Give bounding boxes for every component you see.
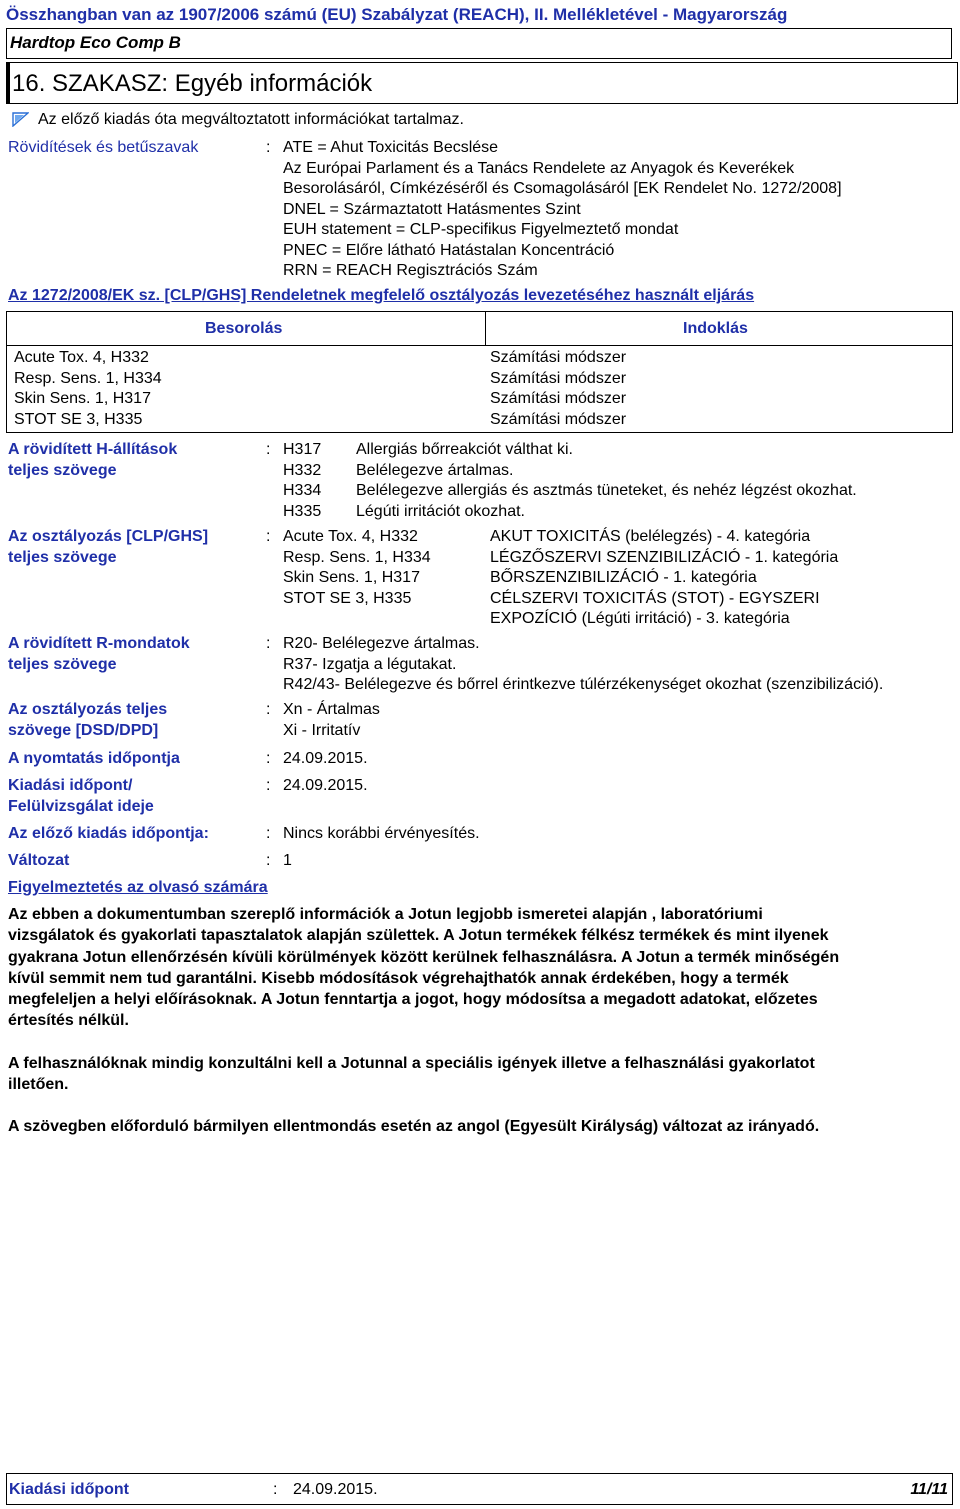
table-cell-justification: Számítási módszer bbox=[490, 410, 627, 428]
issue-date-value: 24.09.2015. bbox=[283, 777, 368, 794]
h-statements-label: A rövidített H-állítások teljes szövege bbox=[8, 441, 178, 479]
clp-full-text-label: Az osztályozás [CLP/GHS] teljes szövege bbox=[8, 528, 209, 566]
clp-description: CÉLSZERVI TOXICITÁS (STOT) - EGYSZERI bbox=[490, 589, 820, 607]
previous-issue-label: Az előző kiadás időpontja: bbox=[8, 825, 209, 842]
r-phrases-colon: : bbox=[266, 635, 271, 652]
h-text: Belélegezve ártalmas. bbox=[356, 461, 514, 479]
notice-paragraph-1: Az ebben a dokumentumban szereplő információk a Jotun legjobb ismeretei alapján , laboratóriumi vizsgálatok és gyakorlati tapasztalatok alapján születtek. A Jotun termékek félkész termékek és mint ilyenek gyakrana Jotun ellenőrzésén kívüli körülmények között kerülnek felhasználásra. A Jotun a termék minőségén kívül semmit nem tud garantálni. Kisebb módosítások végrehajthatók annak érdekében, hogy a termék megfeleljen a helyi előírásoknak. A Jotun fenntartja a jogot, hogy módosítsa a megadott adatokat, előzetes értesítés nélkül. bbox=[8, 906, 840, 1030]
h-text: Allergiás bőrreakciót válthat ki. bbox=[356, 441, 573, 458]
dsd-line: Xn - Ártalmas bbox=[283, 701, 380, 718]
abbreviation-line: Besorolásáról, Címkézéséről és Csomagolásáról [EK Rendelet No. 1272/2008] bbox=[283, 180, 842, 197]
notice-paragraph-3: A szövegben előforduló bármilyen ellentmondás esetén az angol (Egyesült Királyság) változat az irányadó. bbox=[8, 1118, 820, 1135]
r-phrase: R37- Izgatja a légutakat. bbox=[283, 655, 457, 673]
table-cell-justification: Számítási módszer bbox=[490, 349, 627, 366]
abbreviations-colon: : bbox=[266, 139, 271, 156]
h-statements-colon: : bbox=[266, 441, 271, 458]
product-name: Hardtop Eco Comp B bbox=[10, 33, 181, 52]
clp-description: LÉGZŐSZERVI SZENZIBILIZÁCIÓ - 1. kategória bbox=[490, 548, 839, 566]
table-cell-justification: Számítási módszer bbox=[490, 390, 627, 407]
abbreviation-line: ATE = Ahut Toxicitás Becslése bbox=[283, 139, 499, 156]
previous-issue-colon: : bbox=[266, 825, 271, 842]
clp-code: STOT SE 3, H335 bbox=[283, 589, 412, 607]
r-phrase: R20- Belélegezve ártalmas. bbox=[283, 635, 480, 652]
clp-description: AKUT TOXICITÁS (belélegzés) - 4. kategória bbox=[490, 528, 811, 545]
abbreviation-line: RRN = REACH Regisztrációs Szám bbox=[283, 262, 538, 279]
clp-codes bbox=[283, 527, 431, 609]
page-number: 11/11 bbox=[910, 1481, 948, 1498]
table-cell-classification: Resp. Sens. 1, H334 bbox=[14, 369, 162, 387]
dsd-list bbox=[283, 700, 380, 741]
regulation-header: Összhangban van az 1907/2006 számú (EU) Szabályzat (REACH), II. Mellékletével - Magyarország bbox=[6, 5, 788, 24]
clp-procedure-heading: Az 1272/2008/EK sz. [CLP/GHS] Rendeletnek megfelelő osztályozás levezetéséhez használt eljárás bbox=[8, 287, 755, 304]
print-date-label: A nyomtatás időpontja bbox=[8, 750, 180, 767]
table-header-classification: Besorolás bbox=[205, 320, 283, 337]
notice-heading: Figyelmeztetés az olvasó számára bbox=[8, 879, 268, 896]
classification-table bbox=[6, 311, 953, 433]
table-cell-classification: STOT SE 3, H335 bbox=[14, 410, 143, 428]
clp-full-text-colon: : bbox=[266, 528, 271, 545]
h-code: H317 bbox=[283, 441, 322, 458]
table-header-justification: Indoklás bbox=[683, 320, 748, 337]
issue-date-colon: : bbox=[266, 777, 271, 794]
h-codes bbox=[283, 440, 321, 522]
h-texts bbox=[356, 440, 857, 522]
footer-date: 24.09.2015. bbox=[293, 1481, 378, 1498]
clp-descriptions bbox=[490, 527, 838, 630]
justification-column bbox=[490, 348, 626, 430]
section-title-bar bbox=[6, 62, 958, 104]
h-code: H332 bbox=[283, 461, 322, 479]
version-value: 1 bbox=[283, 852, 292, 869]
dsd-label: Az osztályozás teljes szövege [DSD/DPD] bbox=[8, 701, 168, 739]
footer-colon: : bbox=[273, 1481, 278, 1498]
pen-icon bbox=[12, 112, 29, 127]
version-label: Változat bbox=[8, 852, 70, 869]
r-phrases-label: A rövidített R-mondatok teljes szövege bbox=[8, 635, 190, 673]
abbreviations-list bbox=[283, 138, 842, 282]
clp-description: EXPOZÍCIÓ (Légúti irritáció) - 3. kategória bbox=[490, 610, 790, 627]
abbreviation-line: PNEC = Előre látható Hatástalan Koncentráció bbox=[283, 241, 615, 259]
abbreviation-line: Az Európai Parlament és a Tanács Rendelete az Anyagok és Keverékek bbox=[283, 159, 795, 177]
h-text: Légúti irritációt okozhat. bbox=[356, 502, 525, 520]
dsd-line: Xi - Irritatív bbox=[283, 721, 361, 739]
version-colon: : bbox=[266, 852, 271, 869]
clp-description: BŐRSZENZIBILIZÁCIÓ - 1. kategória bbox=[490, 569, 757, 586]
print-date-colon: : bbox=[266, 750, 271, 767]
table-cell-classification: Skin Sens. 1, H317 bbox=[14, 390, 151, 407]
h-code: H335 bbox=[283, 502, 322, 520]
change-note: Az előző kiadás óta megváltoztatott információkat tartalmaz. bbox=[38, 111, 464, 128]
abbreviation-line: DNEL = Származtatott Hatásmentes Szint bbox=[283, 200, 581, 218]
h-text: Belélegezve allergiás és asztmás tüneteket, és nehéz légzést okozhat. bbox=[356, 482, 857, 499]
r-phrases-list bbox=[283, 634, 883, 696]
previous-issue-value: Nincs korábbi érvényesítés. bbox=[283, 825, 480, 842]
footer-label: Kiadási időpont bbox=[9, 1481, 129, 1498]
abbreviation-line: EUH statement = CLP-specifikus Figyelmeztető mondat bbox=[283, 221, 679, 238]
notice-paragraph-2: A felhasználóknak mindig konzultálni kell a Jotunnal a speciális igények illetve a felhasználási gyakorlatot illetően. bbox=[8, 1055, 815, 1094]
clp-code: Acute Tox. 4, H332 bbox=[283, 528, 418, 545]
classification-column bbox=[14, 348, 162, 430]
abbreviations-label: Rövidítések és betűszavak bbox=[8, 139, 199, 156]
issue-date-label: Kiadási időpont/ Felülvizsgálat ideje bbox=[8, 777, 154, 815]
product-title-bar bbox=[6, 28, 952, 59]
table-cell-classification: Acute Tox. 4, H332 bbox=[14, 349, 149, 366]
h-code: H334 bbox=[283, 482, 322, 499]
r-phrase: R42/43- Belélegezve és bőrrel érintkezve túlérzékenységet okozhat (szenzibilizáció). bbox=[283, 676, 884, 693]
clp-code: Resp. Sens. 1, H334 bbox=[283, 548, 431, 566]
section-title: 16. SZAKASZ: Egyéb információk bbox=[12, 70, 373, 97]
print-date-value: 24.09.2015. bbox=[283, 750, 368, 767]
dsd-colon: : bbox=[266, 701, 271, 718]
table-cell-justification: Számítási módszer bbox=[490, 369, 627, 387]
clp-code: Skin Sens. 1, H317 bbox=[283, 569, 420, 586]
footer-bar bbox=[6, 1473, 953, 1505]
